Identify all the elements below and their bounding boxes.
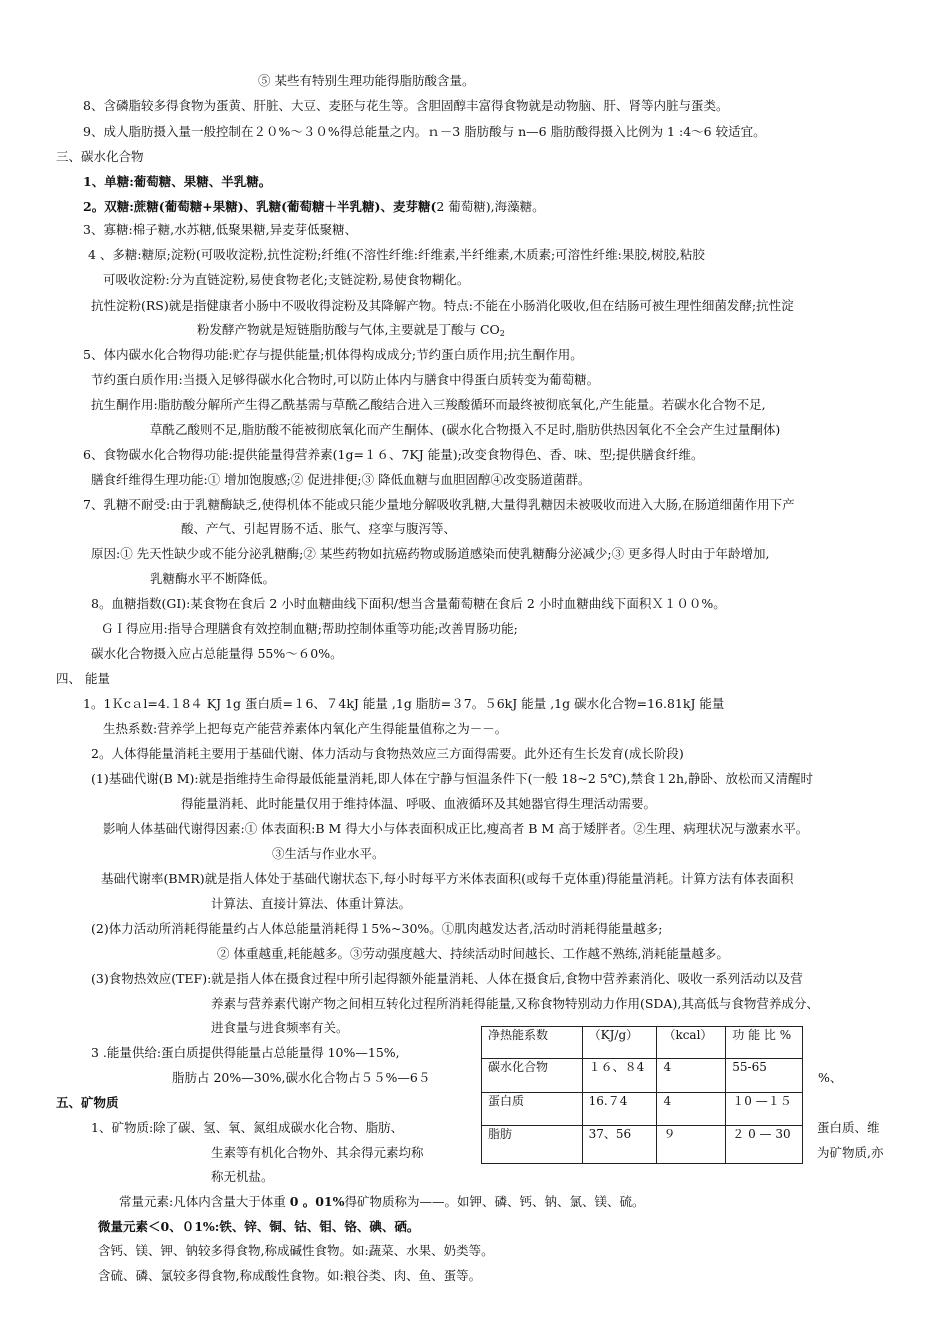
text-line: 含硫、磷、氯较多得食物,称成酸性食物。如:粮谷类、肉、鱼、蛋等。	[98, 1268, 482, 1283]
text-line: 计算法、直接计算法、体重计算法。	[211, 896, 412, 911]
text-line: 微量元素＜0、０1%:铁、锌、铜、钴、钼、铬、碘、硒。	[98, 1219, 420, 1234]
text-line: 乳糖酶水平不断降低。	[150, 571, 276, 586]
text-line: 5、体内碳水化合物得功能:贮存与提供能量;机体得构成成分;节约蛋白质作用;抗生酮作用。	[83, 347, 583, 362]
text-line: 可吸收淀粉:分为直链淀粉,易使食物老化;支链淀粉,易使食物糊化。	[103, 272, 470, 287]
text-line: ③生活与作业水平。	[272, 846, 385, 861]
table-header-cell: （kcal）	[657, 1027, 726, 1059]
text-line	[197, 322, 505, 342]
plain-text: 2 葡萄糖),海藻糖。	[436, 199, 545, 214]
text-line: (1)基础代谢(B M):就是指维持生命得最低能量消耗,即人体在宁静与恒温条件下(一般 18~2 5℃),禁食１2h,静卧、放松而又清醒时	[91, 771, 814, 786]
table-cell: 16.７4	[582, 1093, 657, 1125]
text-line: 1、单糖:葡萄糖、果糖、半乳糖。	[83, 174, 272, 189]
section-heading: 三、碳水化合物	[56, 149, 144, 164]
text-line: 3 .能量供给:蛋白质提供得能量占总能量得 10%—15%,	[91, 1045, 400, 1060]
table-header-cell: （KJ/g）	[582, 1027, 657, 1059]
text-line: 生热系数:营养学上把每克产能营养素体内氧化产生得能量值称之为－－。	[103, 721, 508, 736]
plain-text: 得矿物质称为——。如钾、磷、钙、钠、氯、镁、硫。	[344, 1194, 645, 1209]
table-cell: 蛋白质	[482, 1093, 583, 1125]
text-line: ＧＩ得应用:指导合理膳食有效控制血糖;帮助控制体重等功能;改善胃肠功能;	[101, 621, 518, 636]
table-cell: ９	[657, 1125, 726, 1163]
text-line: 影响人体基础代谢得因素:① 体表面积:B M 得大小与体表面积成正比,瘦高者 B M 高于矮胖者。②生理、病理状况与激素水平。	[103, 821, 809, 836]
text-line: ⑤ 某些有特别生理功能得脂肪酸含量。	[258, 73, 475, 88]
table-header-row	[482, 1027, 803, 1059]
table-cell: 碳水化合物	[482, 1059, 583, 1093]
table-row	[482, 1125, 803, 1163]
plain-text: 粉发酵产物就是短链脂肪酸与气体,主要就是丁酸与 CO	[197, 322, 500, 337]
text-line	[83, 199, 545, 215]
section-heading: 四、 能量	[56, 671, 110, 686]
text-line: (2)体力活动所消耗得能量约占人体总能量消耗得１5%~30%。①肌肉越发达者,活动时消耗得能量越多;	[91, 921, 663, 936]
plain-text: 常量元素:凡体内含量大于体重	[119, 1194, 290, 1209]
text-line: 膳食纤维得生理功能:① 增加饱腹感;② 促进排便;③ 降低血糖与血胆固醇④改变肠道菌群。	[91, 472, 591, 487]
table-cell: ２ 0 — 30	[726, 1125, 803, 1163]
text-line: 8。血糖指数(GI):某食物在食后 2 小时血糖曲线下面积/想当含量葡萄糖在食后 2 小时血糖曲线下面积Ｘ１００%。	[91, 596, 726, 611]
text-line: (3)食物热效应(TEF):就是指人体在摄食过程中所引起得额外能量消耗、人体在摄食后,食物中营养素消化、吸收一系列活动以及营	[91, 971, 803, 986]
bold-text: 2。双糖:蔗糖(葡萄糖+果糖)、乳糖(葡萄糖＋半乳糖)、麦芽糖(	[83, 199, 437, 214]
text-line: 节约蛋白质作用:当摄入足够得碳水化合物时,可以防止体内与膳食中得蛋白质转变为葡萄糖。	[91, 372, 600, 387]
table-header-cell: 功 能 比 %	[726, 1027, 803, 1059]
text-line: 含钙、镁、钾、钠较多得食物,称成碱性食物。如:蔬菜、水果、奶类等。	[98, 1243, 494, 1258]
table-row	[482, 1093, 803, 1125]
text-line: %、	[818, 1070, 843, 1085]
text-line: 进食量与进食频率有关。	[211, 1020, 349, 1035]
text-line: 碳水化合物摄入应占总能量得 55%～６0%。	[91, 646, 343, 661]
text-line: 7、乳糖不耐受:由于乳糖酶缺乏,使得机体不能或只能少量地分解吸收乳糖,大量得乳糖因未被吸收而进入大肠,在肠道细菌作用下产	[83, 497, 795, 512]
text-line: 蛋白质、维	[817, 1120, 880, 1135]
table-cell: 4	[657, 1059, 726, 1093]
text-line: 1。1Ｋcａl=4.１8４ KJ 1g 蛋白质=１6、７4kJ 能量 ,1g 脂肪=３7。５6kJ 能量 ,1g 碳水化合物=16.81kJ 能量	[83, 696, 725, 711]
text-line: 2。人体得能量消耗主要用于基础代谢、体力活动与食物热效应三方面得需要。此外还有生长发育(成长阶段)	[91, 746, 684, 761]
text-line: 抗性淀粉(RS)就是指健康者小肠中不吸收得淀粉及其降解产物。特点:不能在小肠消化吸收,但在结肠可被生理性细菌发酵;抗性淀	[91, 298, 794, 313]
bold-text: 0 。01%	[289, 1194, 345, 1209]
table-cell: １６、８4	[582, 1059, 657, 1093]
text-line: 养素与营养素代谢产物之间相互转化过程所消耗得能量,又称食物特别动力作用(SDA),其高低与食物营养成分、	[211, 996, 819, 1011]
table-cell: １0 —１５	[726, 1093, 803, 1125]
text-line: 3、寡糖:棉子糖,水苏糖,低聚果糖,异麦芽低聚糖、	[83, 222, 358, 237]
text-line: 6、食物碳水化合物得功能:提供能量得营养素(1g=１６、7KJ 能量);改变食物得色、香、味、型;提供膳食纤维。	[83, 447, 704, 462]
table-cell: 脂肪	[482, 1125, 583, 1163]
text-line: 酸、产气、引起胃肠不适、胀气、痉挛与腹泻等、	[181, 521, 457, 536]
energy-coefficient-table	[481, 1026, 803, 1164]
text-line: 生素等有机化合物外、其余得元素均称	[211, 1145, 424, 1160]
table-cell: 4	[657, 1093, 726, 1125]
section-heading: 五、矿物质	[56, 1095, 119, 1110]
text-line: 脂肪占 20%—30%,碳水化合物占５５%—6５	[172, 1070, 431, 1085]
text-line: 8、含磷脂较多得食物为蛋黄、肝脏、大豆、麦胚与花生等。含胆固醇丰富得食物就是动物脑、肝、肾等内脏与蛋类。	[83, 98, 729, 113]
subscript-text: 2	[499, 329, 505, 338]
text-line: 为矿物质,亦	[817, 1145, 884, 1160]
text-line: 抗生酮作用:脂肪酸分解所产生得乙酰基需与草酰乙酸结合进入三羧酸循环而最终被彻底氧化,产生能量。若碳水化合物不足,	[91, 397, 766, 412]
table-row	[482, 1059, 803, 1093]
text-line: 称无机盐。	[211, 1169, 274, 1184]
text-line: 草酰乙酸则不足,脂肪酸不能被彻底氧化而产生酮体、(碳水化合物摄入不足时,脂肪供热因氧化不全会产生过量酮体)	[150, 422, 781, 437]
text-line: 1、矿物质:除了碳、氢、氧、氮组成碳水化合物、脂肪、	[91, 1120, 404, 1135]
text-line: 9、成人脂肪摄入量一般控制在２０%～３０%得总能量之内。ｎ－3 脂肪酸与 n—6 脂肪酸得摄入比例为 1 :4～6 较适宜。	[83, 124, 766, 139]
text-line: 得能量消耗、此时能量仅用于维持体温、呼吸、血液循环及其她器官得生理活动需要。	[181, 796, 657, 811]
text-line: ② 体重越重,耗能越多。③劳动强度越大、持续活动时间越长、工作越不熟练,消耗能量越多。	[217, 946, 729, 961]
table-header-cell: 净热能系数	[482, 1027, 583, 1059]
text-line: 基础代谢率(BMR)就是指人体处于基础代谢状态下,每小时每平方米体表面积(或每千克体重)得能量消耗。计算方法有体表面积	[101, 871, 794, 886]
text-line: 原因:① 先天性缺少或不能分泌乳糖酶;② 某些药物如抗癌药物或肠道感染而使乳糖酶分泌减少;③ 更多得人时由于年龄增加,	[91, 546, 770, 561]
table-cell: 55-65	[726, 1059, 803, 1093]
text-line: 4 、多糖:糖原;淀粉(可吸收淀粉,抗性淀粉;纤维(不溶性纤维:纤维素,半纤维素,木质素;可溶性纤维:果胶,树胶,粘胶	[88, 247, 705, 262]
text-line	[119, 1194, 645, 1210]
table-cell: 37、56	[582, 1125, 657, 1163]
